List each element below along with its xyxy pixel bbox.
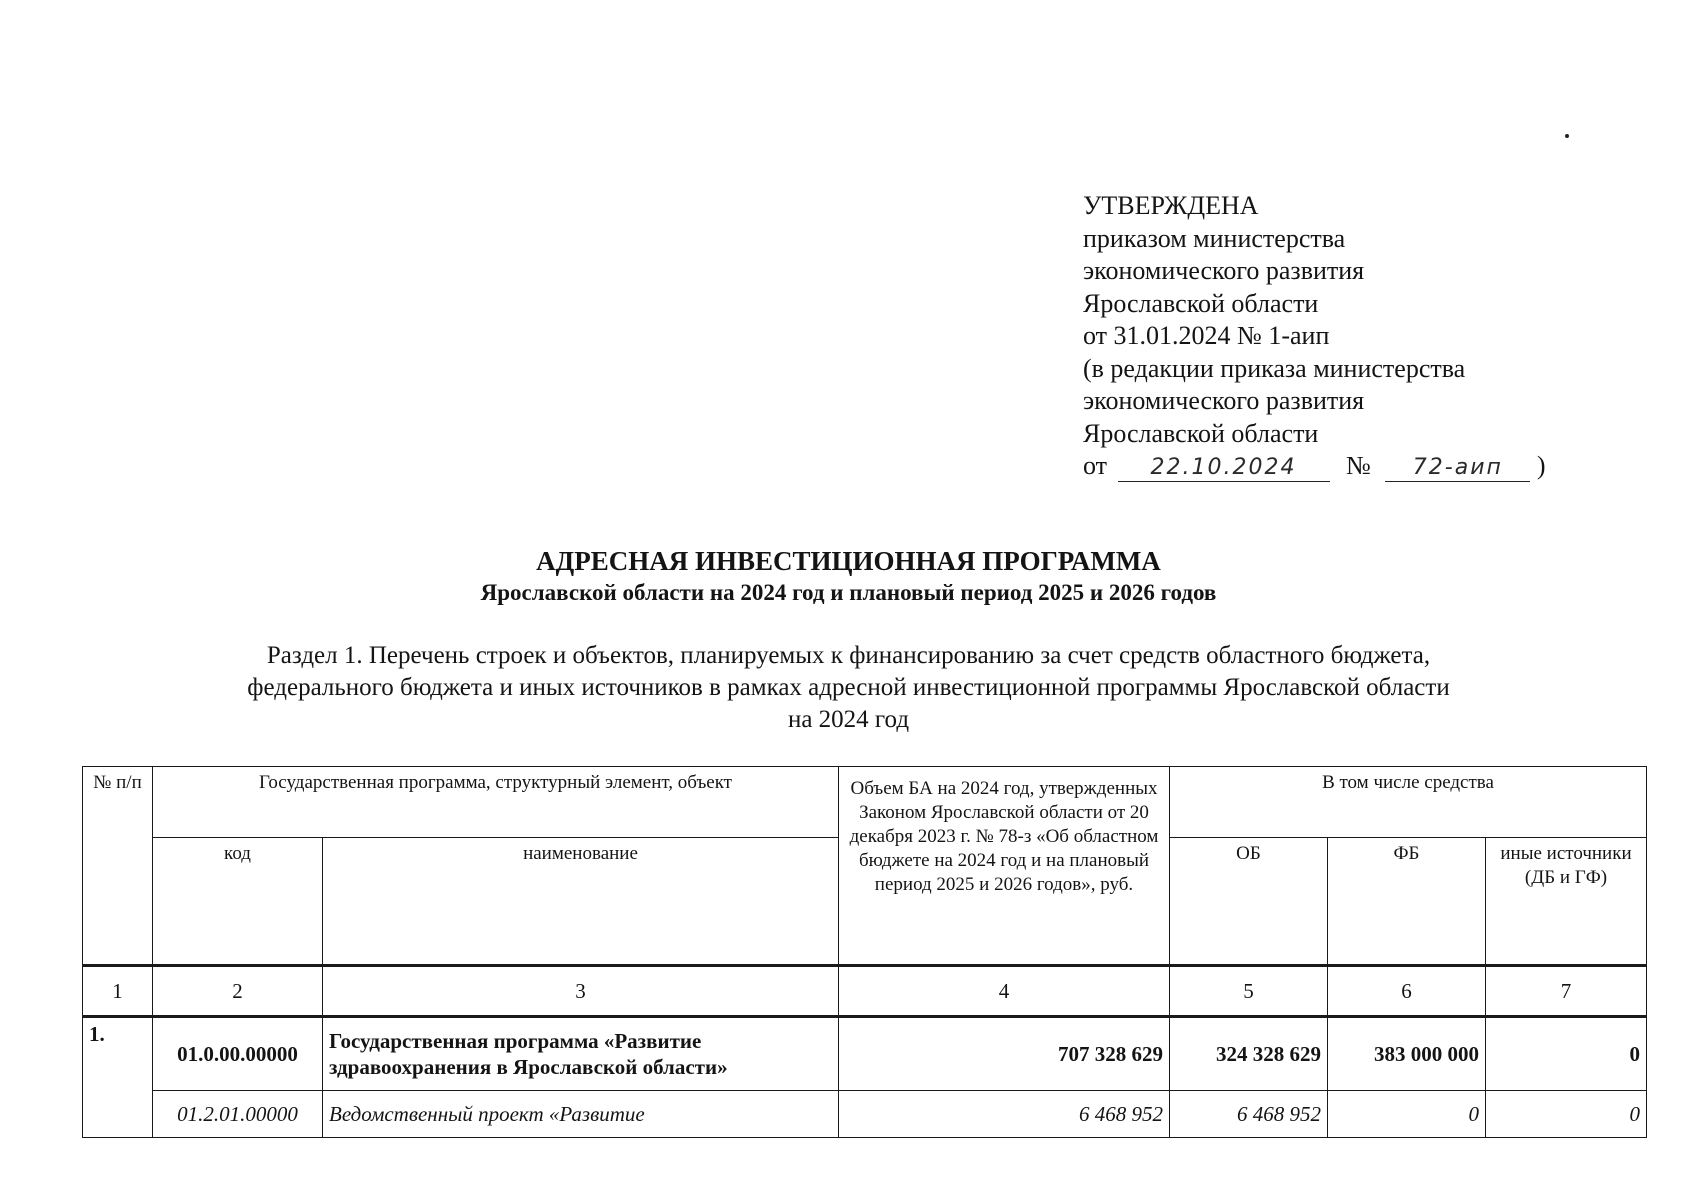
- header-program: Государственная программа, структурный элемент, объект: [153, 767, 839, 838]
- header-fb: ФБ: [1328, 838, 1486, 966]
- approval-line: (в редакции приказа министерства: [1083, 353, 1466, 383]
- number-prefix: №: [1346, 451, 1371, 480]
- table-row: [83, 1017, 1647, 1091]
- row-no: 1.: [83, 1017, 153, 1138]
- column-number: 4: [839, 966, 1170, 1017]
- approval-line: приказом министерства: [1083, 223, 1346, 253]
- scan-speck: [1565, 134, 1569, 138]
- row-code: 01.2.01.00000: [153, 1091, 323, 1138]
- section-line: на 2024 год: [787, 706, 910, 733]
- column-number: 6: [1328, 966, 1486, 1017]
- header-other: иные источники (ДБ и ГФ): [1486, 838, 1647, 966]
- column-number: 7: [1486, 966, 1647, 1017]
- date-prefix: от: [1083, 451, 1108, 480]
- column-number-row: [83, 966, 1647, 1017]
- row-other: 0: [1486, 1017, 1647, 1091]
- approval-order-ref: от 31.01.2024 № 1-аип: [1083, 321, 1330, 350]
- document-title: АДРЕСНАЯ ИНВЕСТИЦИОННАЯ ПРОГРАММА: [536, 546, 1161, 576]
- row-budget: 6 468 952: [839, 1091, 1170, 1138]
- approval-stamp-block: [1083, 190, 1546, 483]
- approval-line: экономического развития: [1083, 386, 1365, 415]
- row-budget: 707 328 629: [839, 1017, 1170, 1091]
- section-line: федерального бюджета и иных источников в рамках адресной инвестиционной программы Ярославской области: [247, 674, 1450, 701]
- approval-line: Ярославской области: [1083, 288, 1319, 318]
- closing-paren: ): [1536, 451, 1546, 480]
- header-row: [83, 767, 1647, 838]
- approval-revision-line: [1083, 450, 1546, 483]
- header-including: В том числе средства: [1170, 767, 1647, 838]
- row-fb: 0: [1328, 1091, 1486, 1138]
- handwritten-number: 72-аип: [1385, 455, 1530, 482]
- column-number: 2: [153, 966, 323, 1017]
- row-ob: 324 328 629: [1170, 1017, 1328, 1091]
- approval-heading: УТВЕРЖДЕНА: [1083, 191, 1259, 220]
- section-line: Раздел 1. Перечень строек и объектов, планируемых к финансированию за счет средств областного бюджета,: [266, 642, 1431, 669]
- row-fb: 383 000 000: [1328, 1017, 1486, 1091]
- row-name: Государственная программа «Развитие здравоохранения в Ярославской области»: [323, 1017, 839, 1091]
- column-number: 1: [83, 966, 153, 1017]
- row-ob: 6 468 952: [1170, 1091, 1328, 1138]
- document-subtitle: Ярославской области на 2024 год и плановый период 2025 и 2026 годов: [480, 580, 1217, 605]
- row-code: 01.0.00.00000: [153, 1017, 323, 1091]
- section-heading: [120, 640, 1577, 736]
- approval-line: Ярославской области: [1083, 418, 1319, 448]
- header-budget: Объем БА на 2024 год, утвержденных Законом Ярославской области от 20 декабря 2023 г. № 78-з «Об областном бюджете на 2024 год и на плановый период 2025 и 2026 годов», руб.: [839, 767, 1170, 966]
- header-ob: ОБ: [1170, 838, 1328, 966]
- header-name: наименование: [323, 838, 839, 966]
- header-no: № п/п: [83, 767, 153, 966]
- row-name: Ведомственный проект «Развитие: [323, 1091, 839, 1138]
- column-number: 5: [1170, 966, 1328, 1017]
- row-other: 0: [1486, 1091, 1647, 1138]
- handwritten-date: 22.10.2024: [1118, 455, 1330, 482]
- header-code: код: [153, 838, 323, 966]
- approval-line: экономического развития: [1083, 256, 1365, 285]
- investment-table: [82, 766, 1647, 1138]
- table-row: [83, 1091, 1647, 1138]
- column-number: 3: [323, 966, 839, 1017]
